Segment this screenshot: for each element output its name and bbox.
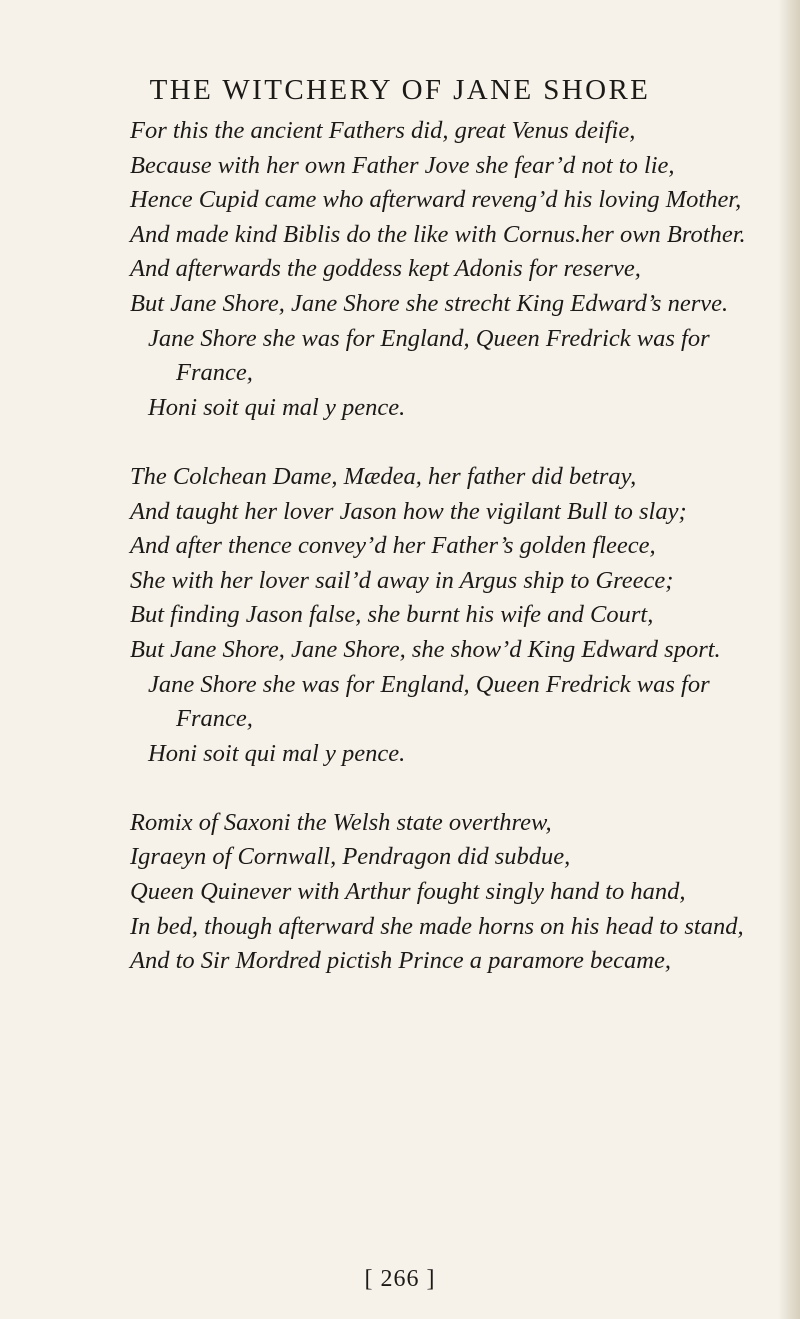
refrain-line: Honi soit qui mal y pence. (148, 739, 406, 767)
poem-body (130, 114, 770, 979)
running-head: THE WITCHERY OF JANE SHORE (149, 74, 651, 106)
poem-line: And to Sir Mordred pictish Prince a paramore became, (130, 947, 671, 975)
poem-line: Queen Quinever with Arthur fought singly hand to hand, (130, 878, 686, 906)
poem-line: And afterwards the goddess kept Adonis for reserve, (130, 255, 641, 283)
poem-line: And made kind Biblis do the like with Cornus.her own Brother. (130, 220, 746, 248)
poem-line: The Colchean Dame, Mædea, her father did betray, (130, 462, 637, 490)
poem-line: And after thence convey’d her Father’s golden fleece, (130, 532, 656, 560)
page-edge-shadow (778, 0, 800, 1319)
poem-line: Because with her own Father Jove she fear’d not to lie, (130, 151, 675, 179)
poem-line: And taught her lover Jason how the vigilant Bull to slay; (130, 497, 687, 525)
poem-line: In bed, though afterward she made horns on his head to stand, (130, 912, 744, 940)
page-number: [ 266 ] (364, 1266, 436, 1292)
stanza-3 (130, 806, 770, 979)
poem-line: But Jane Shore, Jane Shore she strecht King Edward’s nerve. (130, 289, 729, 317)
poem-line: Romix of Saxoni the Welsh state overthrew, (130, 808, 552, 836)
poem-line: But Jane Shore, Jane Shore, she show’d King Edward sport. (130, 635, 721, 663)
poem-line: Hence Cupid came who afterward reveng’d his loving Mother, (130, 186, 742, 214)
refrain-line: Jane Shore she was for England, Queen Fredrick was for France, (148, 324, 710, 387)
poem-line: She with her lover sail’d away in Argus ship to Greece; (130, 566, 674, 594)
poem-line: For this the ancient Fathers did, great Venus deifie, (130, 117, 636, 144)
poem-line: Igraeyn of Cornwall, Pendragon did subdue, (130, 843, 571, 871)
stanza-1 (130, 114, 770, 425)
refrain-line: Jane Shore she was for England, Queen Fredrick was for France, (148, 670, 710, 733)
refrain-line: Honi soit qui mal y pence. (148, 393, 406, 421)
stanza-2 (130, 460, 770, 771)
poem-line: But finding Jason false, she burnt his wife and Court, (130, 601, 654, 629)
